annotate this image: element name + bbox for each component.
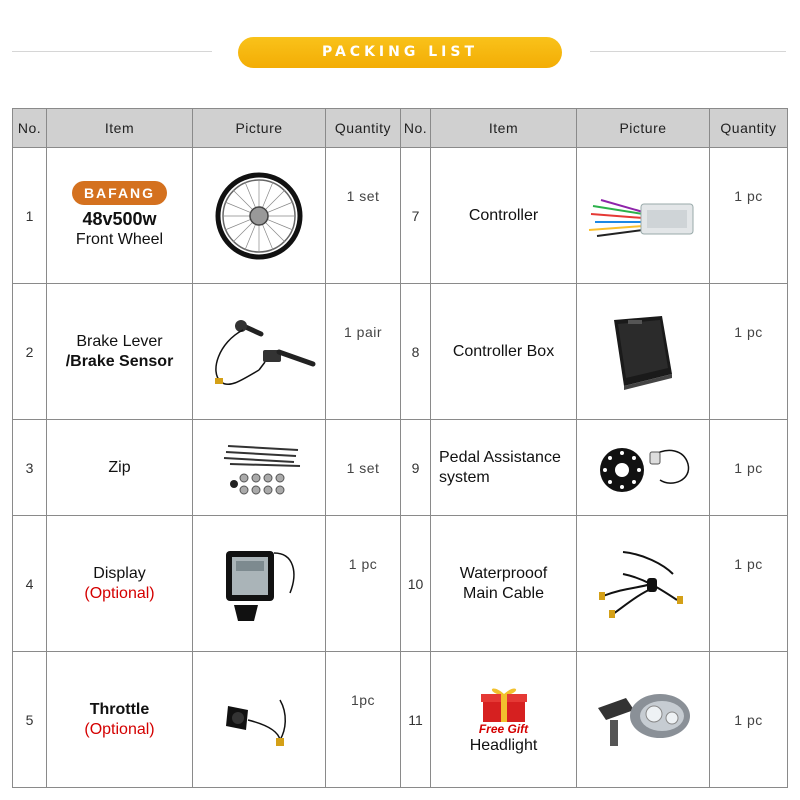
item-cell [431, 284, 577, 420]
item-name: Waterprooof [459, 564, 548, 582]
table-row [13, 420, 788, 516]
table-row [13, 516, 788, 652]
table-header-row [13, 109, 788, 148]
item-subname: system [439, 468, 490, 486]
picture-cell [577, 148, 710, 284]
item-name: Throttle [89, 700, 150, 718]
packing-list-banner: PACKING LIST [238, 37, 562, 68]
picture-cell [577, 420, 710, 516]
table-row [13, 148, 788, 284]
item-cell [47, 284, 193, 420]
item-cell [431, 652, 577, 788]
quantity: 1 pc [710, 284, 788, 420]
item-cell [431, 420, 577, 516]
table-row [13, 284, 788, 420]
picture-cell [193, 516, 326, 652]
item-cell [47, 516, 193, 652]
optional-label: (Optional) [84, 584, 155, 602]
throttle-icon [214, 690, 304, 750]
gift-box-icon [477, 684, 531, 724]
picture-cell [577, 652, 710, 788]
picture-cell [193, 284, 326, 420]
item-name: Headlight [469, 736, 538, 754]
controller-box-icon [598, 312, 688, 392]
cable-icon [593, 544, 693, 624]
item-name: Controller Box [452, 342, 555, 360]
item-cell [47, 420, 193, 516]
col-header-quantity: Quantity [710, 109, 788, 148]
item-subname: /Brake Sensor [65, 352, 174, 370]
row-number: 2 [13, 284, 47, 420]
row-number: 10 [401, 516, 431, 652]
item-cell [431, 148, 577, 284]
row-number: 4 [13, 516, 47, 652]
banner-right-line [590, 51, 786, 52]
wheel-icon [211, 172, 307, 260]
item-name: Zip [108, 458, 131, 476]
row-number: 11 [401, 652, 431, 788]
pedal-sensor-icon [588, 436, 698, 500]
quantity: 1 pc [710, 652, 788, 788]
col-header-quantity: Quantity [326, 109, 401, 148]
item-cell [47, 652, 193, 788]
quantity: 1 set [326, 148, 401, 284]
col-header-picture: Picture [577, 109, 710, 148]
col-header-no: No. [401, 109, 431, 148]
brake-lever-icon [199, 312, 319, 392]
item-subname: Front Wheel [75, 231, 164, 248]
quantity: 1pc [326, 652, 401, 788]
quantity: 1 set [326, 420, 401, 516]
packing-list-table [12, 108, 788, 788]
row-number: 5 [13, 652, 47, 788]
row-number: 9 [401, 420, 431, 516]
row-number: 7 [401, 148, 431, 284]
quantity: 1 pc [326, 516, 401, 652]
zip-ties-icon [214, 436, 304, 500]
quantity: 1 pc [710, 148, 788, 284]
row-number: 1 [13, 148, 47, 284]
row-number: 8 [401, 284, 431, 420]
item-cell [47, 148, 193, 284]
col-header-no: No. [13, 109, 47, 148]
item-name: 48v500w [82, 209, 157, 229]
item-name: Pedal Assistance [439, 448, 561, 466]
item-name: Brake Lever [76, 332, 163, 350]
picture-cell [577, 516, 710, 652]
picture-cell [193, 420, 326, 516]
item-name: Display [93, 564, 146, 582]
headlight-icon [588, 680, 698, 760]
col-header-item: Item [431, 109, 577, 148]
bafang-logo: BAFANG [72, 181, 167, 205]
display-icon [214, 543, 304, 625]
picture-cell [577, 284, 710, 420]
row-number: 3 [13, 420, 47, 516]
quantity: 1 pc [710, 420, 788, 516]
item-cell [431, 516, 577, 652]
banner-left-line [12, 51, 212, 52]
item-name: Controller [468, 206, 539, 224]
table-row [13, 652, 788, 788]
quantity: 1 pair [326, 284, 401, 420]
item-subname: Main Cable [463, 584, 544, 602]
picture-cell [193, 148, 326, 284]
picture-cell [193, 652, 326, 788]
quantity: 1 pc [710, 516, 788, 652]
col-header-picture: Picture [193, 109, 326, 148]
controller-icon [583, 186, 703, 246]
col-header-item: Item [47, 109, 193, 148]
free-gift-label: Free Gift [478, 721, 529, 736]
optional-label: (Optional) [84, 720, 155, 738]
